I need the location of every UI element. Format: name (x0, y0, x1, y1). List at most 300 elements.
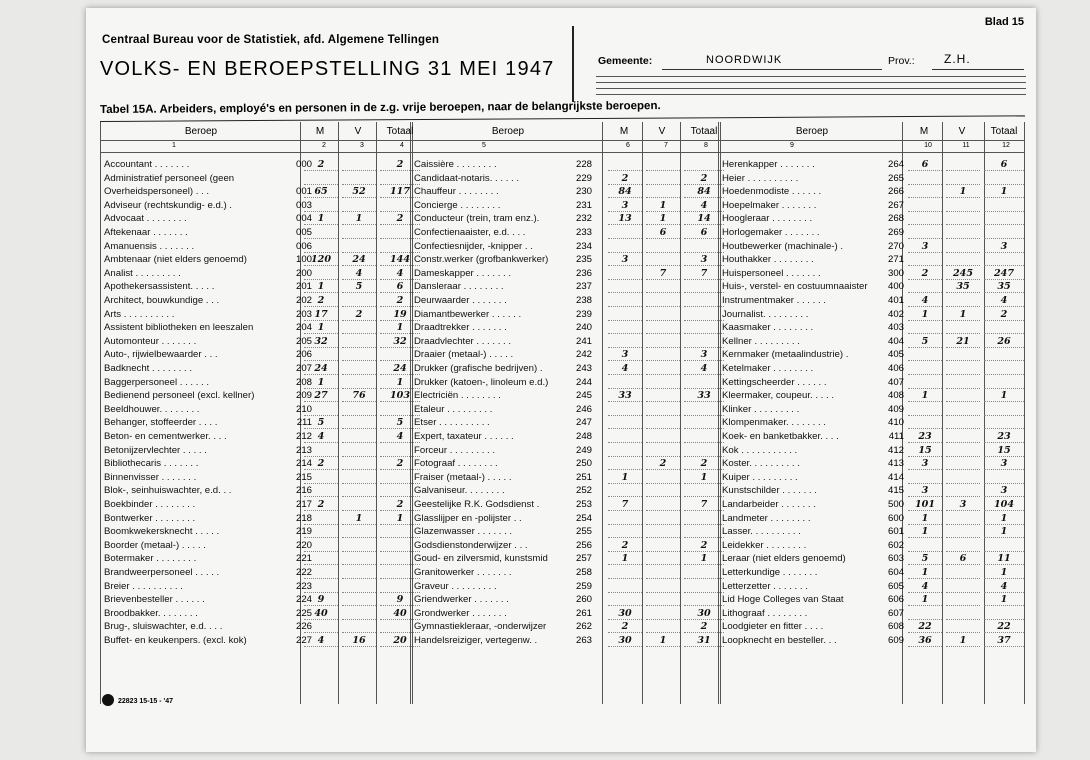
cell-m: 2 (621, 539, 629, 551)
row-code: 267 (887, 199, 904, 211)
print-code: 22823 15-15 - '47 (118, 698, 173, 705)
row-label: Klinker . . . . . . . . . (722, 403, 800, 415)
cell-line (342, 170, 376, 171)
printer-logo-icon (102, 694, 114, 706)
cell-line (684, 442, 724, 443)
row-label: Hoedenmodiste . . . . . . (722, 186, 822, 198)
column-header-beroep: Beroep (795, 126, 829, 137)
row-label: Fotograaf . . . . . . . . (414, 458, 498, 470)
cell-line (342, 456, 376, 457)
row-code: 268 (887, 213, 904, 225)
sheet-number: Blad 15 (984, 16, 1024, 28)
row-label: Houtbewerker (machinale-) . (722, 240, 844, 252)
cell-v: 24 (352, 254, 366, 266)
column-number: 6 (626, 142, 630, 149)
row-label: Amanuensis . . . . . . . (104, 240, 195, 252)
row-label: Concierge . . . . . . . . (414, 199, 501, 211)
cell-t: 84 (697, 186, 711, 198)
row-code: 257 (575, 553, 592, 565)
row-label: Journalist. . . . . . . . . (722, 308, 809, 320)
row-code: 263 (575, 635, 592, 646)
cell-line (946, 483, 980, 484)
row-code: 603 (887, 553, 904, 565)
row-label: Draadtrekker . . . . . . . (414, 322, 507, 334)
row-code: 235 (575, 254, 592, 266)
cell-v: 6 (659, 227, 667, 238)
row-code: 401 (887, 295, 904, 306)
cell-m: 40 (314, 607, 328, 619)
row-label: Automonteur . . . . . . . (104, 335, 197, 347)
cell-m: 1 (921, 512, 929, 524)
cell-v: 2 (659, 458, 667, 470)
cell-t: 3 (1000, 240, 1008, 252)
cell-line (646, 333, 680, 334)
row-code: 604 (887, 567, 904, 578)
row-code: 232 (575, 213, 592, 225)
row-code: 221 (295, 553, 312, 565)
cell-v: 3 (959, 499, 967, 510)
cell-m: 23 (918, 431, 932, 442)
cell-line (342, 592, 376, 593)
cell-line (646, 306, 680, 307)
cell-v: 245 (952, 267, 974, 279)
row-label: Caissière . . . . . . . . (414, 159, 497, 170)
row-label: Landarbeider . . . . . . . (722, 499, 816, 510)
cell-line (984, 360, 1024, 361)
cell-v: 35 (956, 281, 970, 293)
cell-t: 37 (997, 635, 1011, 646)
row-label: Koek- en banketbakker. . . . (722, 431, 839, 442)
cell-line (646, 401, 680, 402)
cell-line (946, 442, 980, 443)
column-header-m: M (315, 126, 325, 137)
row-label: Electriciën . . . . . . . . (414, 390, 501, 402)
row-code: 251 (575, 471, 592, 483)
row-code: 234 (575, 240, 592, 252)
cell-line (608, 578, 642, 579)
cell-line (946, 374, 980, 375)
cell-m: 120 (310, 254, 332, 266)
row-label: Ketelmaker . . . . . . . . (722, 363, 814, 374)
cell-line (946, 592, 980, 593)
table-title: Tabel 15A. Arbeiders, employé's en personen in de z.g. vrije beroepen, naar de belangrijkste beroepen. (99, 100, 661, 116)
cell-line (646, 564, 680, 565)
row-label: Advocaat . . . . . . . . (104, 213, 187, 225)
row-code: 219 (295, 526, 312, 538)
row-code: 214 (295, 458, 312, 470)
row-label: Leraar (niet elders genoemd) (722, 553, 846, 565)
row-label: Instrumentmaker . . . . . . (722, 295, 826, 306)
province-line (932, 69, 1024, 70)
row-label: Aftekenaar . . . . . . . (104, 227, 188, 238)
row-code: 001 (295, 186, 312, 198)
cell-t: 247 (993, 267, 1015, 279)
row-code: 207 (295, 363, 312, 374)
row-label: Ambtenaar (niet elders genoemd) (104, 254, 247, 266)
gemeente-line (662, 69, 882, 70)
row-code: 233 (575, 227, 592, 238)
row-code: 265 (887, 172, 904, 184)
row-label: Galvaniseur. . . . . . . . (414, 485, 505, 497)
column-rule (942, 122, 943, 704)
cell-t: 2 (1000, 308, 1008, 320)
cell-t: 1 (1000, 594, 1008, 606)
cell-t: 2 (396, 458, 404, 470)
row-code: 500 (887, 499, 904, 510)
cell-line (908, 211, 942, 212)
column-number: 9 (790, 142, 794, 149)
cell-line (342, 564, 376, 565)
cell-line (608, 306, 642, 307)
cell-m: 4 (317, 635, 325, 646)
cell-line (646, 442, 680, 443)
cell-line (946, 415, 980, 416)
cell-t: 1 (700, 553, 708, 565)
row-label: Draadvlechter . . . . . . . (414, 335, 512, 347)
cell-line (684, 415, 724, 416)
row-code: 411 (888, 431, 904, 442)
cell-line (946, 537, 980, 538)
row-code: 100 (295, 254, 312, 266)
rule (596, 82, 1026, 83)
cell-line (342, 347, 376, 348)
cell-line (608, 428, 642, 429)
column-number: 5 (482, 142, 486, 149)
cell-t: 4 (396, 431, 404, 442)
cell-t: 6 (700, 227, 708, 238)
row-label: Glazenwasser . . . . . . . (414, 526, 513, 538)
row-label: Lithograaf . . . . . . . . (722, 607, 808, 619)
row-label: Boorder (metaal-) . . . . . (104, 539, 206, 551)
gemeente-value: NOORDWIJK (706, 54, 783, 66)
row-label: Lid Hoge Colleges van Staat (722, 594, 844, 606)
row-label: Landmeter . . . . . . . . (722, 512, 811, 524)
province-label: Prov.: (888, 55, 915, 67)
cell-t: 3 (1000, 485, 1008, 497)
row-code: 225 (295, 607, 312, 619)
cell-m: 2 (317, 159, 325, 170)
row-code: 415 (887, 485, 904, 497)
row-label: Letterzetter . . . . . . . (722, 580, 808, 592)
row-label: Leidekker . . . . . . . . (722, 539, 807, 551)
cell-m: 2 (921, 267, 929, 279)
row-code: 261 (575, 607, 592, 619)
cell-t: 104 (993, 499, 1015, 510)
column-header-totaal: Totaal (990, 126, 1018, 137)
cell-line (684, 292, 724, 293)
cell-v: 1 (355, 512, 363, 524)
row-label: Brug-, sluiswachter, e.d. . . . (104, 621, 223, 633)
cell-t: 1 (396, 512, 404, 524)
row-label: Kuiper . . . . . . . . . (722, 471, 798, 483)
row-code: 203 (295, 308, 312, 320)
column-rule (100, 122, 101, 704)
column-header-v: V (658, 126, 666, 137)
cell-line (908, 197, 942, 198)
row-code: 606 (887, 594, 904, 606)
cell-line (646, 510, 680, 511)
cell-m: 1 (921, 308, 929, 320)
row-label: Kleermaker, coupeur. . . . . (722, 390, 834, 402)
row-code: 204 (295, 322, 312, 334)
cell-m: 1 (921, 526, 929, 538)
cell-m: 1 (317, 376, 325, 388)
row-label: Expert, taxateur . . . . . . (414, 431, 514, 442)
row-label: Administratief personeel (geen (104, 172, 235, 184)
row-code: 200 (295, 267, 312, 279)
row-code: 403 (887, 322, 904, 334)
row-code: 414 (887, 471, 904, 483)
row-code: 246 (575, 403, 592, 415)
header-rule (100, 152, 1024, 153)
column-header-beroep: Beroep (184, 126, 218, 137)
row-label: Overheidspersoneel) . . . (104, 186, 210, 198)
rule (596, 76, 1026, 77)
column-number: 4 (400, 142, 404, 149)
cell-m: 5 (921, 553, 929, 565)
cell-t: 26 (997, 335, 1011, 347)
cell-line (946, 238, 980, 239)
row-label: Heier . . . . . . . . . . (722, 172, 799, 184)
cell-m: 2 (317, 499, 325, 510)
cell-line (646, 374, 680, 375)
rule (596, 88, 1026, 89)
row-code: 408 (887, 390, 904, 402)
cell-line (946, 578, 980, 579)
cell-line (684, 428, 724, 429)
row-code: 256 (575, 539, 592, 551)
row-label: Horlogemaker . . . . . . . (722, 227, 820, 238)
row-code: 260 (575, 594, 592, 606)
cell-line (646, 415, 680, 416)
row-label: Griendwerker . . . . . . . (414, 594, 509, 606)
row-label: Baggerpersoneel . . . . . . (104, 376, 210, 388)
cell-line (684, 306, 724, 307)
cell-t: 1 (1000, 512, 1008, 524)
column-number: 12 (1002, 142, 1010, 149)
cell-line (608, 592, 642, 593)
row-code: 242 (575, 349, 592, 361)
column-header-beroep: Beroep (491, 126, 525, 137)
cell-line (684, 592, 724, 593)
column-number: 3 (360, 142, 364, 149)
cell-line (946, 428, 980, 429)
header-rule (100, 140, 1024, 141)
row-label: Apothekersassistent. . . . . (104, 281, 215, 293)
row-label: Candidaat-notaris. . . . . . (414, 172, 520, 184)
cell-line (646, 184, 680, 185)
cell-line (684, 524, 724, 525)
column-rule (642, 122, 643, 704)
cell-t: 4 (1000, 295, 1008, 306)
column-rule (984, 122, 985, 704)
cell-line (646, 170, 680, 171)
cell-t: 31 (697, 635, 711, 646)
row-code: 004 (295, 213, 312, 225)
cell-m: 3 (621, 349, 629, 361)
row-label: Botermaker . . . . . . . . (104, 553, 197, 565)
cell-line (946, 360, 980, 361)
cell-m: 4 (921, 295, 929, 306)
cell-m: 2 (621, 621, 629, 633)
row-code: 262 (575, 621, 592, 633)
cell-m: 5 (921, 335, 929, 347)
cell-line (946, 524, 980, 525)
cell-m: 1 (621, 553, 629, 565)
cell-line (646, 360, 680, 361)
cell-line (946, 224, 980, 225)
cell-line (646, 320, 680, 321)
row-code: 248 (575, 431, 592, 442)
cell-line (646, 605, 680, 606)
cell-m: 101 (914, 499, 936, 510)
cell-m: 1 (317, 213, 325, 225)
cell-t: 32 (393, 335, 407, 347)
cell-v: 76 (352, 390, 366, 402)
row-code: 605 (887, 580, 904, 592)
cell-line (608, 279, 642, 280)
row-code: 601 (887, 526, 904, 538)
row-code: 608 (887, 621, 904, 633)
page-title: VOLKS- EN BEROEPSTELLING 31 MEI 1947 (100, 58, 555, 80)
cell-m: 13 (618, 213, 632, 225)
cell-line (342, 551, 376, 552)
row-code: 602 (887, 539, 904, 551)
row-code: 223 (295, 580, 312, 592)
cell-v: 1 (659, 635, 667, 646)
row-code: 270 (887, 240, 904, 252)
row-code: 222 (295, 567, 312, 578)
row-code: 216 (295, 485, 312, 497)
cell-line (646, 524, 680, 525)
row-label: Architect, bouwkundige . . . (104, 295, 220, 306)
cell-t: 2 (396, 499, 404, 510)
row-label: Gymnastiekleraar, -onderwijzer (414, 621, 547, 633)
row-label: Kellner . . . . . . . . . (722, 335, 800, 347)
cell-m: 4 (921, 580, 929, 592)
row-code: 220 (295, 539, 312, 551)
cell-m: 1 (921, 567, 929, 578)
row-code: 259 (575, 580, 592, 592)
row-label: Hoogleraar . . . . . . . . (722, 213, 813, 225)
cell-line (646, 551, 680, 552)
row-label: Conducteur (trein, tram enz.). (414, 213, 540, 225)
row-label: Loodgieter en fitter . . . . (722, 621, 824, 633)
table-top-rule (100, 115, 1025, 122)
cell-t: 9 (396, 594, 404, 606)
row-label: Dansleraar . . . . . . . . (414, 281, 504, 293)
cell-t: 103 (389, 390, 411, 402)
row-code: 407 (887, 376, 904, 388)
column-rule (602, 122, 603, 704)
column-header-m: M (619, 126, 629, 137)
cell-line (608, 320, 642, 321)
cell-t: 4 (1000, 580, 1008, 592)
row-code: 245 (575, 390, 592, 402)
cell-m: 30 (618, 607, 632, 619)
cell-m: 7 (621, 499, 629, 510)
cell-line (342, 374, 376, 375)
row-label: Drukker (katoen-, linoleum e.d.) (414, 376, 549, 388)
row-code: 402 (887, 308, 904, 320)
cell-v: 6 (959, 553, 967, 565)
cell-m: 1 (317, 281, 325, 293)
cell-t: 23 (997, 431, 1011, 442)
row-code: 266 (887, 186, 904, 198)
row-code: 209 (295, 390, 312, 402)
column-header-m: M (919, 126, 929, 137)
row-code: 215 (295, 471, 312, 483)
column-number: 10 (924, 142, 932, 149)
row-label: Dameskapper . . . . . . . (414, 267, 512, 279)
cell-line (984, 224, 1024, 225)
cell-line (646, 592, 680, 593)
row-code: 247 (575, 417, 592, 429)
cell-line (646, 483, 680, 484)
row-label: Bontwerker . . . . . . . . (104, 512, 196, 524)
cell-line (908, 224, 942, 225)
cell-line (946, 605, 980, 606)
row-code: 208 (295, 376, 312, 388)
cell-t: 2 (396, 295, 404, 306)
row-code: 600 (887, 512, 904, 524)
row-code: 243 (575, 363, 592, 374)
column-number: 1 (172, 142, 176, 149)
row-code: 231 (575, 199, 592, 211)
column-number: 7 (664, 142, 668, 149)
cell-v: 16 (352, 635, 366, 646)
column-header-totaal: Totaal (386, 126, 414, 137)
row-label: Goud- en zilversmid, kunstsmid (414, 553, 548, 565)
row-label: Houthakker . . . . . . . . (722, 254, 814, 266)
row-code: 412 (887, 444, 904, 456)
column-rule (1024, 122, 1025, 704)
cell-line (908, 374, 942, 375)
row-label: Draaier (metaal-) . . . . . (414, 349, 514, 361)
row-code: 213 (295, 444, 312, 456)
row-label: Auto-, rijwielbewaarder . . . (104, 349, 218, 361)
row-label: Granitowerker . . . . . . . (414, 567, 512, 578)
column-rule (338, 122, 339, 704)
cell-line (342, 428, 376, 429)
cell-m: 17 (314, 308, 328, 320)
column-rule (680, 122, 681, 704)
row-label: Chauffeur . . . . . . . . (414, 186, 499, 198)
row-label: Beeldhouwer. . . . . . . . (104, 403, 200, 415)
cell-t: 19 (393, 308, 407, 320)
bureau-heading: Centraal Bureau voor de Statistiek, afd. Algemene Tellingen (102, 34, 440, 46)
row-code: 249 (575, 444, 592, 456)
column-header-v: V (354, 126, 362, 137)
cell-t: 11 (997, 553, 1011, 565)
row-label: Deurwaarder . . . . . . . (414, 295, 507, 306)
row-code: 241 (575, 335, 592, 347)
row-label: Bedienend personeel (excl. kellner) (104, 390, 255, 402)
cell-t: 22 (997, 621, 1011, 633)
cell-t: 4 (396, 267, 404, 279)
row-label: Adviseur (rechtskundig- e.d.) . (104, 199, 232, 211)
row-code: 003 (295, 199, 312, 211)
row-label: Etaleur . . . . . . . . . (414, 403, 493, 415)
row-label: Brievenbesteller . . . . . . (104, 594, 205, 606)
row-label: Huis-, verstel- en costuumnaaister (722, 281, 868, 293)
row-code: 230 (575, 186, 592, 198)
cell-line (342, 360, 376, 361)
cell-m: 24 (314, 363, 328, 374)
cell-t: 3 (700, 254, 708, 266)
row-code: 211 (296, 417, 312, 429)
cell-line (342, 442, 376, 443)
